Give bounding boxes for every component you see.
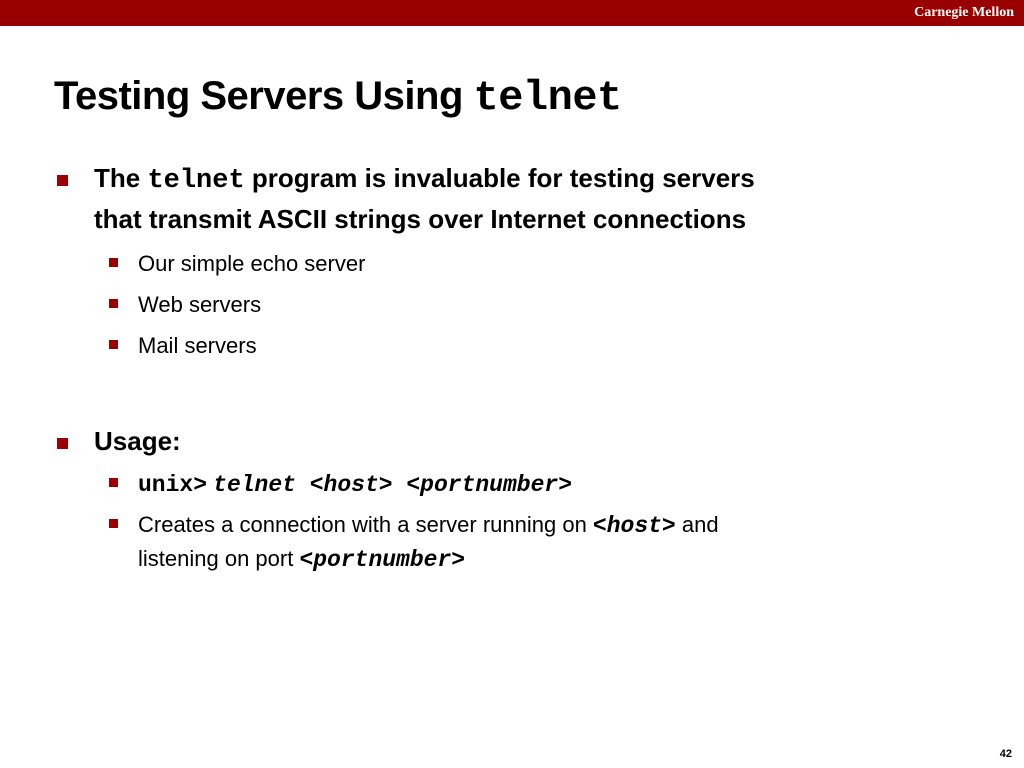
sub-bullet-marker (109, 478, 118, 487)
bullet-1-post: program is invaluable for testing servers (244, 163, 755, 193)
desc-line-2 (138, 542, 465, 577)
bullet-marker (57, 438, 68, 449)
bullet-2-label: Usage: (94, 426, 181, 456)
slide-title (54, 70, 622, 124)
sub-bullet-web: Web servers (138, 292, 262, 317)
bullet-1-line-2: that transmit ASCII strings over Internet connections (94, 204, 747, 234)
bullet-1-pre: The (94, 163, 148, 193)
title-code: telnet (473, 74, 622, 122)
brand-label: Carnegie Mellon (914, 5, 1014, 20)
desc-line-1 (138, 508, 719, 543)
sub-bullet-marker (109, 340, 118, 349)
usage-prompt: unix> (138, 472, 208, 498)
page-number: 42 (999, 748, 1012, 760)
bullet-1-line-1 (94, 158, 755, 201)
desc-mid: and (675, 512, 719, 537)
bullet-marker (57, 175, 68, 186)
title-text: Testing Servers Using (54, 74, 474, 118)
desc-host: <host> (592, 513, 676, 539)
desc-port: <portnumber> (299, 547, 466, 573)
sub-bullet-mail: Mail servers (138, 333, 257, 358)
desc-pre: Creates a connection with a server running on (138, 512, 593, 537)
usage-command: telnet <host> <portnumber> (213, 472, 572, 498)
usage-line (138, 467, 572, 502)
header-bar (0, 0, 1024, 26)
sub-bullet-marker (109, 299, 118, 308)
sub-bullet-echo: Our simple echo server (138, 251, 366, 276)
sub-bullet-marker (109, 519, 118, 528)
bullet-1-code: telnet (147, 166, 245, 196)
desc-line2-pre: listening on port (138, 546, 300, 571)
sub-bullet-marker (109, 258, 118, 267)
